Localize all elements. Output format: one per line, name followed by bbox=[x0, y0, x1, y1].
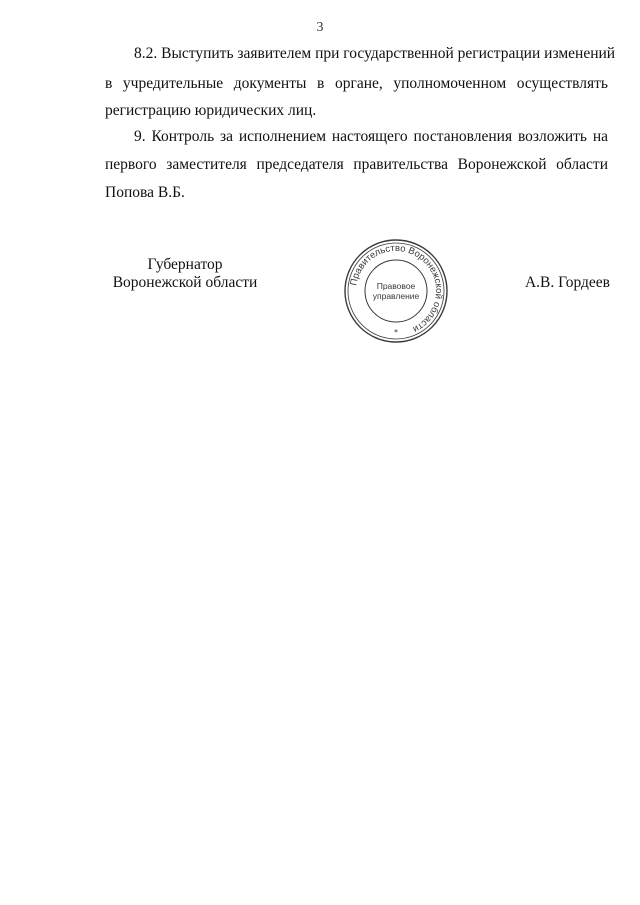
signatory-position bbox=[100, 256, 270, 292]
clause-8-2-line-3: регистрацию юридических лиц. bbox=[105, 102, 317, 119]
clause-8-2-line-1: 8.2. Выступить заявителем при государственной регистрации изменений bbox=[134, 45, 616, 62]
seal-outer-text: Правительство Воронежской области bbox=[348, 242, 445, 335]
seal-star-icon: * bbox=[394, 328, 398, 337]
official-seal bbox=[343, 238, 449, 344]
signatory-title: Губернатор bbox=[147, 256, 223, 273]
seal-inner-text-1: Правовое bbox=[376, 281, 416, 291]
clause-9-line-3: Попова В.Б. bbox=[105, 184, 185, 201]
signatory-region: Воронежской области bbox=[112, 274, 258, 291]
clause-9-line-1: 9. Контроль за исполнением настоящего постановления возложить на bbox=[134, 128, 608, 145]
clause-9-line-2: первого заместителя председателя правительства Воронежской области bbox=[105, 156, 608, 173]
clause-8-2-line-2: в учредительные документы в органе, уполномоченном осуществлять bbox=[105, 75, 608, 92]
signer-name: А.В. Гордеев bbox=[524, 274, 610, 291]
seal-graphic bbox=[343, 238, 449, 344]
seal-inner-text-2: управление bbox=[372, 291, 420, 301]
page-number: 3 bbox=[316, 20, 324, 35]
